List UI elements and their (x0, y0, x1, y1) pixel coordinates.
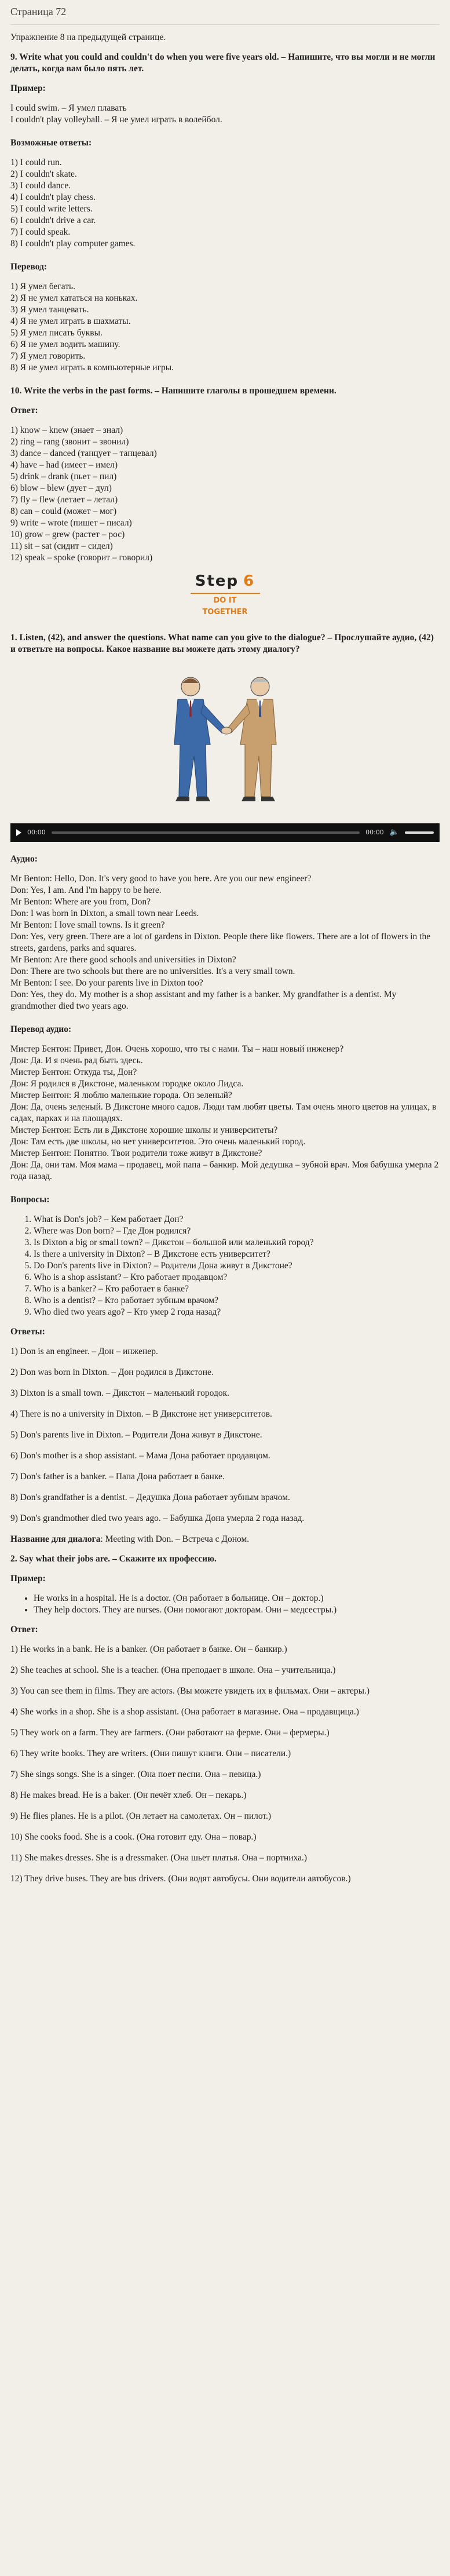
dialogue-line: Don: Yes, I am. And I'm happy to be here. (10, 885, 162, 895)
dialogue-line: Мистер Бентон: Есть ли в Дикстоне хорошие школы и университеты? (10, 1125, 278, 1135)
list-item: 6) Я не умел водить машину. (10, 340, 120, 349)
ex2-example-label: Пример: (10, 1574, 46, 1583)
ex9-translation-label: Перевод: (10, 262, 47, 272)
list-item: 1) I could run. (10, 158, 62, 167)
ex1-title-value: : Meeting with Don. – Встреча с Доном. (100, 1534, 250, 1544)
volume-slider[interactable] (405, 831, 434, 834)
ex10-answers (10, 425, 440, 564)
dialogue-line: Мистер Бентон: Откуда ты, Дон? (10, 1067, 137, 1077)
list-item: 3) I could dance. (10, 181, 71, 191)
list-item: 1) He works in a bank. He is a banker. (Он работает в банке. Он – банкир.) (10, 1644, 287, 1654)
list-item: 5) I could write letters. (10, 204, 93, 214)
ex1-questions-label: Вопросы: (10, 1195, 50, 1205)
list-item: 2) I couldn't skate. (10, 169, 77, 179)
ex1-questions (10, 1214, 440, 1318)
ex1-dialogue-translation (10, 1043, 440, 1183)
list-item: 5) Я умел писать буквы. (10, 328, 103, 338)
list-item: 6) Don's mother is a shop assistant. – Мама Дона работает продавцом. (10, 1451, 270, 1461)
list-item: 4) There is no a university in Dixton. – В Дикстоне нет университетов. (10, 1409, 272, 1419)
dialogue-line: Мистер Бентон: Понятно. Твои родители тоже живут в Дикстоне? (10, 1148, 262, 1158)
list-item: 5. Do Don's parents live in Dixton? – Родители Дона живут в Дикстоне? (34, 1260, 440, 1272)
ex9-example-label: Пример: (10, 83, 46, 93)
list-item: 9) write – wrote (пишет – писал) (10, 518, 132, 528)
list-item: 11) sit – sat (сидит – сидел) (10, 541, 113, 551)
list-item: 3. Is Dixton a big or small town? – Дикстон – большой или маленький город? (34, 1237, 440, 1249)
ex1-title-label: Название для диалога (10, 1534, 101, 1544)
dialogue-line: Mr Benton: I love small towns. Is it green? (10, 920, 165, 930)
list-item: 7. Who is a banker? – Кто работает в банке? (34, 1283, 440, 1295)
list-item: 1) Я умел бегать. (10, 282, 75, 291)
list-item: 7) She sings songs. She is a singer. (Она поет песни. Она – певица.) (10, 1769, 261, 1779)
intro-text: Упражнение 8 на предыдущей странице. (10, 32, 166, 42)
list-item: 7) Don's father is a banker. – Папа Дона работает в банке. (10, 1472, 225, 1482)
list-item: 10) grow – grew (растет – рос) (10, 530, 125, 539)
list-item: 5) They work on a farm. They are farmers. (Они работают на ферме. Они – фермеры.) (10, 1728, 330, 1738)
step-banner (10, 572, 440, 618)
list-item: 8) can – could (может – мог) (10, 506, 117, 516)
list-item: 10) She cooks food. She is a cook. (Она готовит еду. Она – повар.) (10, 1832, 257, 1842)
list-item: 3) You can see them in films. They are actors. (Вы можете увидеть их в фильмах. Они – актеры.) (10, 1686, 370, 1696)
dialogue-line: Don: Yes, they do. My mother is a shop assistant and my father is a banker. My grandfather is a dentist. My grandmother died two years ago. (10, 990, 397, 1011)
dialogue-line: Дон: Да, они там. Моя мама – продавец, мой папа – банкир. Мой дедушка – зубной врач. Моя бабушка умерла 2 года назад. (10, 1160, 439, 1181)
page-title: Страница 72 (10, 6, 440, 25)
ex1-dialogue-title (10, 1534, 440, 1545)
list-item: 2. Where was Don born? – Где Дон родился? (34, 1225, 440, 1237)
list-item: 6) I couldn't drive a car. (10, 216, 96, 225)
list-item: 4) I couldn't play chess. (10, 192, 96, 202)
list-item: 8) Don's grandfather is a dentist. – Дедушка Дона работает зубным врачом. (10, 1493, 290, 1502)
list-item: 9. Who died two years ago? – Кто умер 2 года назад? (34, 1307, 440, 1318)
list-item: 9) He flies planes. He is a pilot. (Он летает на самолетах. Он – пилот.) (10, 1811, 272, 1821)
list-item: 7) fly – flew (летает – летал) (10, 495, 118, 505)
dialogue-line: Мистер Бентон: Привет, Дон. Очень хорошо, что ты с нами. Ты – наш новый инженер? (10, 1044, 344, 1054)
ex10-task: 10. Write the verbs in the past forms. – Напишите глаголы в прошедшем времени. (10, 386, 336, 396)
list-item: 4) She works in a shop. She is a shop assistant. (Она работает в магазине. Она – продавщица.) (10, 1707, 359, 1717)
ex1-translation-label: Перевод аудио: (10, 1024, 72, 1034)
list-item: • He works in a hospital. He is a doctor. (Он работает в больнице. Он – доктор.) (34, 1593, 440, 1604)
dialogue-line: Don: There are two schools but there are no universities. It's a very small town. (10, 966, 295, 976)
list-item: 8) He makes bread. He is a baker. (Он печёт хлеб. Он – пекарь.) (10, 1790, 247, 1800)
list-item: 3) Я умел танцевать. (10, 305, 89, 315)
list-item: 6) blow – blew (дует – дул) (10, 483, 112, 493)
play-icon[interactable] (16, 829, 21, 836)
list-item: 2) She teaches at school. She is a teacher. (Она преподает в школе. Она – учительница.) (10, 1665, 336, 1675)
list-item: 6) They write books. They are writers. (Они пишут книги. Они – писатели.) (10, 1749, 291, 1758)
dialogue-line: Мистер Бентон: Я люблю маленькие города. Он зеленый? (10, 1090, 232, 1100)
ex9-answers-label: Возможные ответы: (10, 138, 92, 148)
ex9-example-line: I couldn't play volleyball. – Я не умел играть в волейбол. (10, 115, 222, 125)
dialogue-line: Дон: Я родился в Дикстоне, маленьком городке около Лидса. (10, 1079, 244, 1089)
list-item: 4) have – had (имеет – имел) (10, 460, 118, 470)
ex2-answer-label: Ответ: (10, 1625, 38, 1634)
ex9-translations (10, 281, 440, 374)
ex9-example-line: I could swim. – Я умел плавать (10, 103, 127, 113)
list-item: 8. Who is a dentist? – Кто работает зубным врачом? (34, 1295, 440, 1307)
ex2-examples (10, 1593, 440, 1616)
audio-total-time: 00:00 (365, 829, 384, 836)
list-item: 2) Я не умел кататься на коньках. (10, 293, 138, 303)
dialogue-line: Дон: Там есть две школы, но нет университетов. Это очень маленький город. (10, 1137, 306, 1147)
dialogue-line: Mr Benton: Hello, Don. It's very good to have you here. Are you our new engineer? (10, 874, 312, 884)
list-item: 2) Don was born in Dixton. – Дон родился в Дикстоне. (10, 1367, 214, 1377)
dialogue-line: Mr Benton: Are there good schools and universities in Dixton? (10, 955, 236, 965)
list-item: • They help doctors. They are nurses. (Они помогают докторам. Они – медсестры.) (34, 1604, 440, 1616)
ex1-answers-label: Ответы: (10, 1327, 45, 1337)
ex1-audio-label: Аудио: (10, 854, 38, 864)
dialogue-line: Mr Benton: I see. Do your parents live in Dixton too? (10, 978, 203, 988)
dialogue-line: Mr Benton: Where are you from, Don? (10, 897, 151, 907)
list-item: 5) drink – drank (пьет – пил) (10, 472, 117, 481)
audio-current-time: 00:00 (27, 829, 46, 836)
list-item: 9) Don's grandmother died two years ago. – Бабушка Дона умерла 2 года назад. (10, 1513, 305, 1523)
list-item: 4. Is there a university in Dixton? – В Дикстоне есть университет? (34, 1249, 440, 1260)
list-item: 5) Don's parents live in Dixton. – Родители Дона живут в Дикстоне. (10, 1430, 262, 1440)
step-heading (195, 572, 255, 590)
handshake-illustration (10, 663, 440, 808)
step-subtitle: DO IT TOGETHER (191, 593, 260, 618)
step-word: Step (195, 572, 239, 590)
list-item: 1) Don is an engineer. – Дон – инженер. (10, 1347, 158, 1356)
ex9-task: 9. Write what you could and couldn't do when you were five years old. – Напишите, что вы могли и не могли делать, когда вам было пять лет. (10, 52, 436, 74)
list-item: 6. Who is a shop assistant? – Кто работает продавцом? (34, 1272, 440, 1283)
list-item: 3) dance – danced (танцует – танцевал) (10, 448, 157, 458)
list-item: 4) Я не умел играть в шахматы. (10, 316, 131, 326)
list-item: 1) know – knew (знает – знал) (10, 425, 123, 435)
ex9-example-lines (10, 103, 440, 126)
ex1-dialogue (10, 873, 440, 1012)
list-item: 7) I could speak. (10, 227, 71, 237)
list-item: 1. What is Don's job? – Кем работает Дон? (34, 1214, 440, 1225)
list-item: 8) Я не умел играть в компьютерные игры. (10, 363, 174, 373)
list-item: 12) They drive buses. They are bus drivers. (Они водят автобусы. Они водители автобусов.) (10, 1874, 351, 1884)
list-item: 11) She makes dresses. She is a dressmaker. (Она шьет платья. Она – портниха.) (10, 1853, 308, 1863)
list-item: 8) I couldn't play computer games. (10, 239, 136, 249)
dialogue-line: Дон: Да. И я очень рад быть здесь. (10, 1056, 143, 1066)
dialogue-line: Дон: Да, очень зеленый. В Дикстоне много садов. Люди там любят цветы. Там очень много цветов на улицах, в садах, парках и на площадях. (10, 1102, 437, 1123)
ex9-answers (10, 157, 440, 250)
dialogue-line: Don: I was born in Dixton, a small town near Leeds. (10, 908, 199, 918)
step-number: 6 (243, 572, 255, 590)
ex2-task: 2. Say what their jobs are. – Скажите их профессию. (10, 1554, 217, 1564)
ex1-task: 1. Listen, (42), and answer the questions. What name can you give to the dialogue? – Прослушайте аудио, (42) и ответьте на вопросы. Какое название вы можете дать этому диалогу? (10, 633, 434, 654)
volume-icon[interactable]: 🔈 (389, 828, 399, 837)
dialogue-line: Don: Yes, very green. There are a lot of gardens in Dixton. People there like flowers. There are a lot of flowers in the streets, gardens, parks and squares. (10, 932, 431, 953)
audio-progress-bar[interactable] (52, 831, 360, 834)
list-item: 7) Я умел говорить. (10, 351, 86, 361)
handshake-image (150, 663, 301, 808)
list-item: 2) ring – rang (звонит – звонил) (10, 437, 129, 447)
list-item: 3) Dixton is a small town. – Дикстон – маленький городок. (10, 1388, 230, 1398)
list-item: 12) speak – spoke (говорит – говорил) (10, 553, 153, 563)
ex10-answer-label: Ответ: (10, 406, 38, 415)
audio-player[interactable] (10, 823, 440, 842)
